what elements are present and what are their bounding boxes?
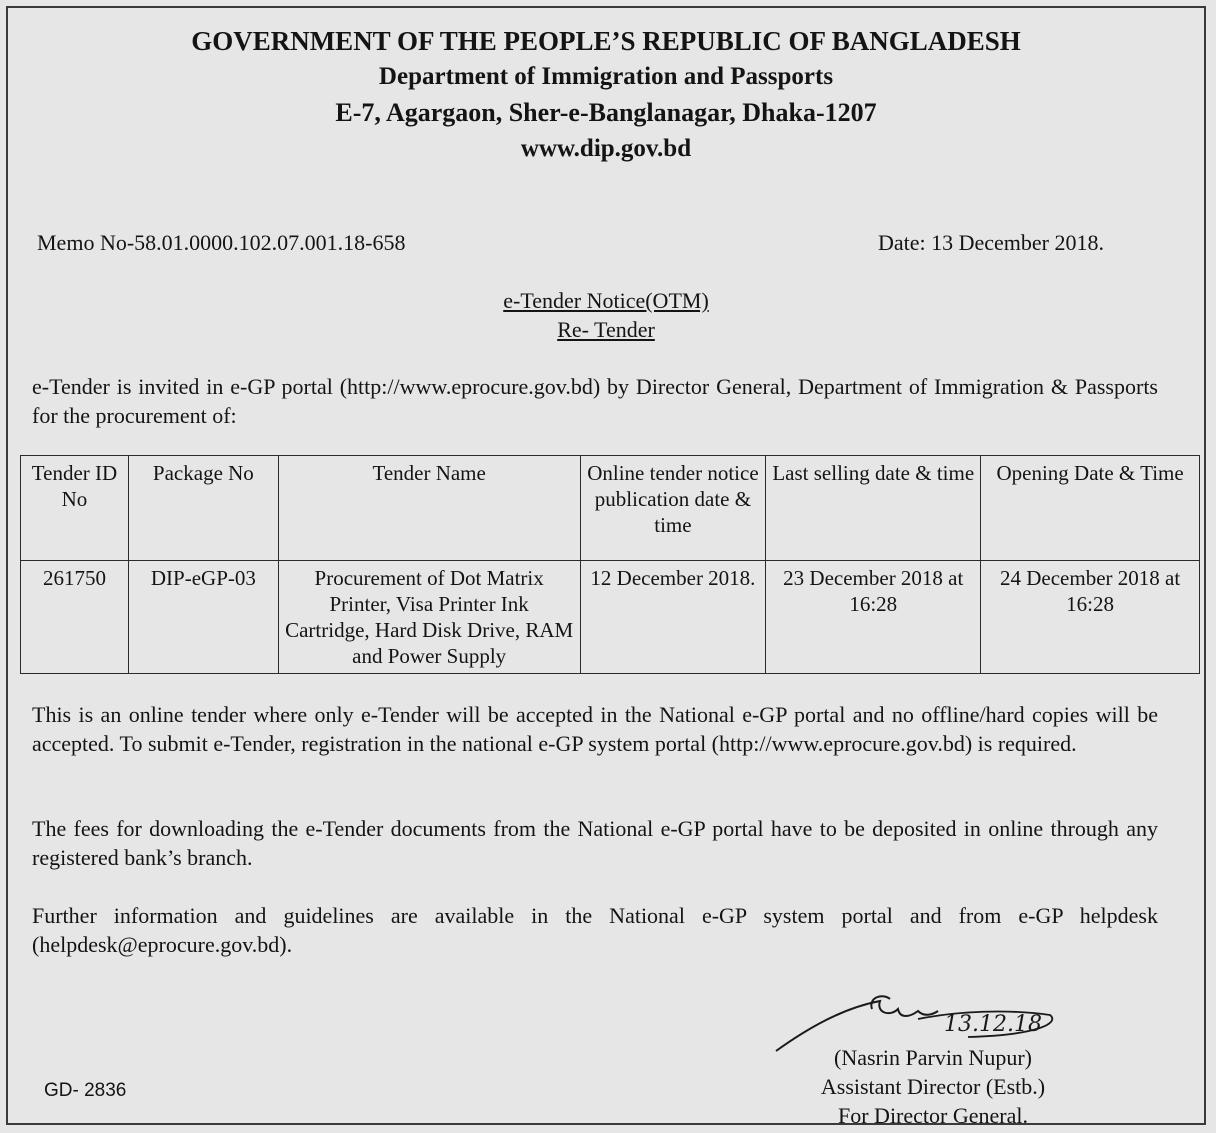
signature-block [778,1043,1088,1130]
cell-package-no: DIP-eGP-03 [128,561,278,674]
notice-date: Date: 13 December 2018. [877,230,1104,255]
gd-number: GD- 2836 [44,1080,127,1101]
signature-date: 13.12.18 [944,1012,1042,1037]
signatory-name: (Nasrin Parvin Nupur) [834,1045,1032,1070]
notice-title-block [8,286,1204,344]
col-header-last-selling-date: Last selling date & time [766,456,981,561]
col-header-package-no: Package No [128,456,278,561]
notice-subtitle: Re- Tender [557,317,655,342]
govt-heading: GOVERNMENT OF THE PEOPLE’S REPUBLIC OF BANGLADESH [191,26,1021,56]
memo-number: Memo No-58.01.0000.102.07.001.18-658 [37,230,406,255]
col-header-tender-id: Tender ID No [21,456,129,561]
cell-publication-date: 12 December 2018. [580,561,766,674]
notice-page [6,6,1206,1128]
notice-title: e-Tender Notice(OTM) [503,288,709,313]
cell-opening-date: 24 December 2018 at 16:28 [981,561,1200,674]
department-heading: Department of Immigration and Passports [378,63,834,90]
signatory-title: Assistant Director (Estb.) [820,1074,1046,1099]
col-header-tender-name: Tender Name [278,456,580,561]
cell-tender-name: Procurement of Dot Matrix Printer, Visa Printer Ink Cartridge, Hard Disk Drive, RAM and Power Supply [278,561,580,674]
further-info-paragraph: Further information and guidelines are available in the National e-GP system portal and from e-GP helpdesk (helpdesk@eprocure.gov.bd). [32,903,1158,957]
address-heading: E-7, Agargaon, Sher-e-Banglanagar, Dhaka-1207 [335,98,877,127]
cell-tender-id: 261750 [21,561,129,674]
website-heading: www.dip.gov.bd [520,135,692,162]
col-header-opening-date: Opening Date & Time [981,456,1200,561]
signatory-for: For Director General. [838,1103,1028,1128]
table-header-row [21,456,1200,561]
tender-table [20,455,1200,674]
fees-paragraph: The fees for downloading the e-Tender documents from the National e-GP portal have to be deposited in online through any registered bank’s branch. [32,816,1158,870]
intro-paragraph: e-Tender is invited in e-GP portal (http://www.eprocure.gov.bd) by Director General, Department of Immigration & Passports for the procurement of: [32,374,1158,428]
cell-last-selling-date: 23 December 2018 at 16:28 [766,561,981,674]
col-header-publication-date: Online tender notice publication date & time [580,456,766,561]
table-row [21,561,1200,674]
online-tender-paragraph: This is an online tender where only e-Tender will be accepted in the National e-GP portal and no offline/hard copies will be accepted. To submit e-Tender, registration in the national e-GP system portal (http://www.eprocure.gov.bd) is required. [32,702,1158,756]
